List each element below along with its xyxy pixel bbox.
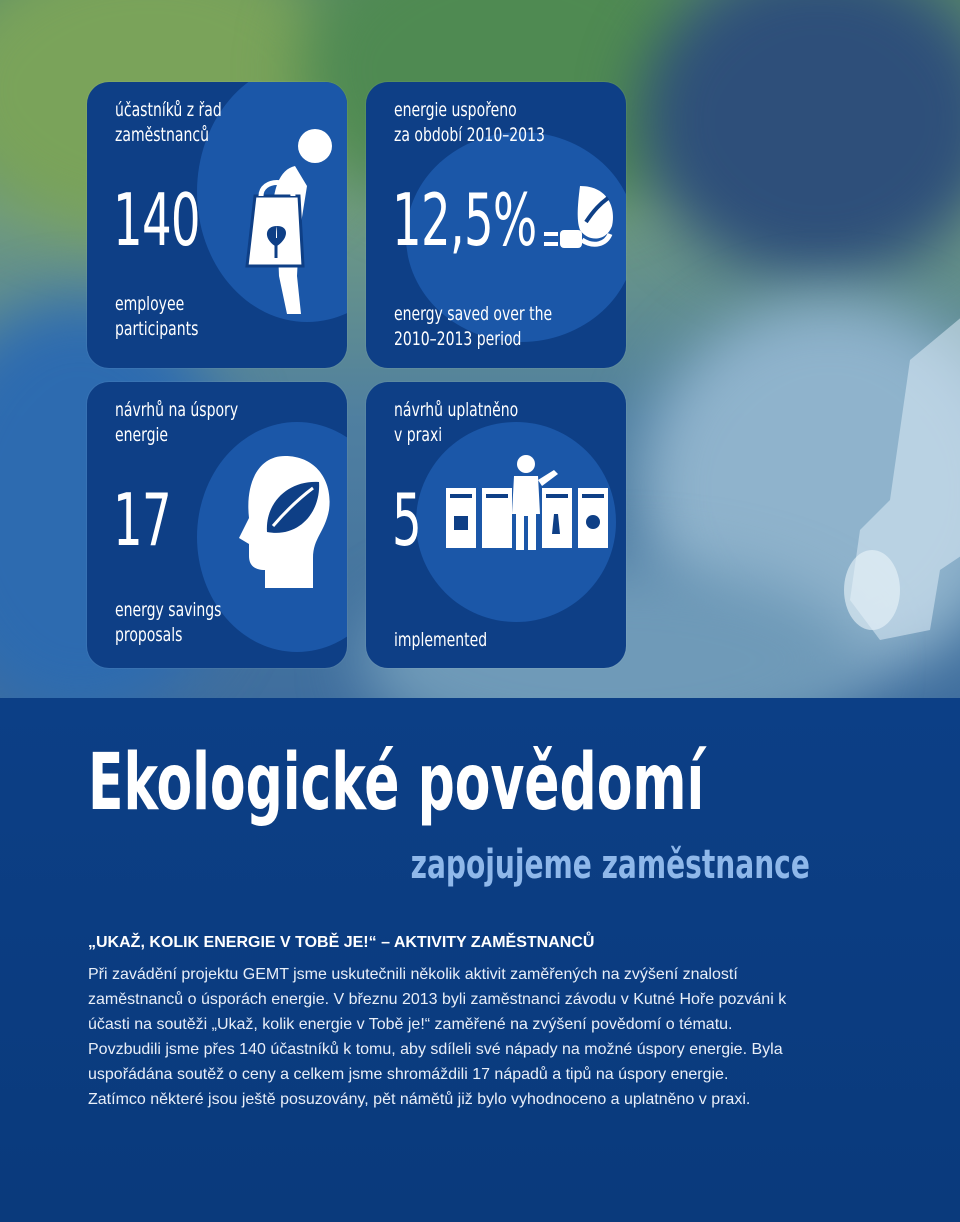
stat-value: 12,5%	[392, 178, 537, 262]
section-headline: Ekologické povědomí	[88, 738, 705, 828]
stat-label-en: energy saved over the 2010–2013 period	[394, 303, 553, 350]
stat-value: 17	[113, 478, 171, 562]
stat-card-participants	[87, 82, 347, 368]
stat-value: 5	[392, 478, 421, 562]
stat-label-cz: účastníků z řad zaměstnanců	[115, 99, 222, 146]
stat-card-proposals	[87, 382, 347, 668]
stat-card-implemented	[366, 382, 626, 668]
stat-label-cz: návrhů uplatněno v praxi	[394, 399, 519, 446]
bottle-image	[820, 300, 960, 660]
leaf-plug-icon	[542, 182, 618, 262]
stat-label-cz: návrhů na úspory energie	[115, 399, 239, 446]
stat-label-en: energy savings proposals	[115, 599, 222, 646]
awareness-section	[0, 698, 960, 1222]
section-subheadline: zapojujeme zaměstnance	[410, 842, 810, 888]
stat-value: 140	[113, 178, 200, 262]
body-paragraph: Při zavádění projektu GEMT jsme uskutečnili několik aktivit zaměřených na zvýšení znalostí zaměstnanců o úsporách energie. V březnu 2013 byli zaměstnanci závodu v Kutné Hoře pozváni k účasti na soutěži „Ukaž, kolik energie v Tobě je!“ zaměřené na zvýšení povědomí o tématu. Povzbudili jsme přes 140 účastníků k tomu, aby sdíleli své nápady na možné úspory energie. Byla uspořádána soutěž o ceny a celkem jsme shromáždili 17 nápadů a tipů na úspory energie. Zatímco některé jsou ještě posuzovány, pět námětů již bylo vyhodnoceno a uplatněno v praxi.	[88, 966, 787, 1108]
stat-label-cz: energie uspořeno za období 2010–2013	[394, 99, 545, 146]
worker-with-eco-bag-icon	[237, 126, 337, 316]
head-with-leaf-icon	[225, 452, 335, 592]
stat-label-en: implemented	[394, 629, 488, 651]
stat-card-energy-saved	[366, 82, 626, 368]
recycling-bins-icon	[442, 454, 612, 554]
body-title: „UKAŽ, KOLIK ENERGIE V TOBĚ JE!“ – AKTIVITY ZAMĚSTNANCŮ	[88, 934, 595, 951]
stat-label-en: employee participants	[115, 293, 199, 340]
